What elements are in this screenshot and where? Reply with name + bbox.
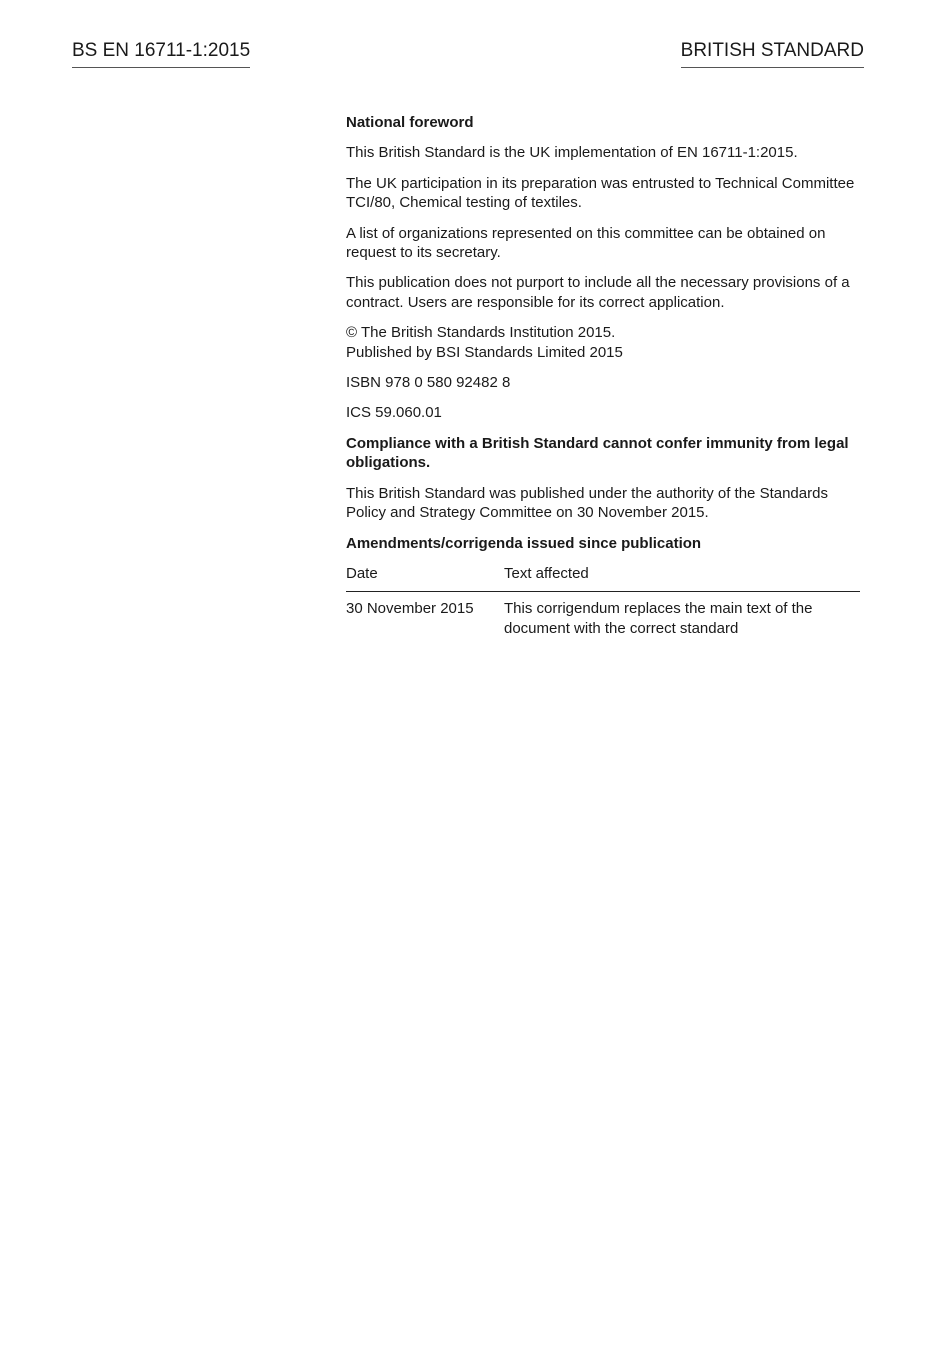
implementation-paragraph: This British Standard is the UK implementation of EN 16711-1:2015.: [346, 144, 798, 162]
copyright-block: [346, 323, 860, 362]
national-foreword-section: [346, 113, 860, 638]
document-type: BRITISH STANDARD: [681, 40, 864, 68]
copyright-line: © The British Standards Institution 2015.: [346, 324, 616, 342]
column-header-text-affected: Text affected: [504, 564, 860, 592]
amendment-text: This corrigendum replaces the main text of the document with the correct standard: [504, 600, 813, 637]
organizations-paragraph: A list of organizations represented on this committee can be obtained on request to its secretary.: [346, 224, 826, 262]
column-header-date: Date: [346, 564, 504, 592]
table-row: [346, 592, 860, 638]
amendments-header-row: [346, 564, 860, 592]
participation-paragraph: The UK participation in its preparation was entrusted to Technical Committee TCI/80, Chemical testing of textiles.: [346, 174, 855, 212]
amendments-title: Amendments/corrigenda issued since publication: [346, 534, 702, 552]
authority-paragraph: This British Standard was published under the authority of the Standards Policy and Strategy Committee on 30 November 2015.: [346, 484, 828, 522]
foreword-heading: National foreword: [346, 114, 474, 131]
document-number: BS EN 16711-1:2015: [72, 40, 250, 68]
amendment-date: 30 November 2015: [346, 600, 474, 618]
disclaimer-paragraph: This publication does not purport to include all the necessary provisions of a contract. Users are responsible for its correct application.: [346, 274, 850, 311]
ics-code: ICS 59.060.01: [346, 404, 442, 422]
amendments-table: [346, 564, 860, 638]
publisher-line: Published by BSI Standards Limited 2015: [346, 343, 623, 361]
compliance-statement: Compliance with a British Standard cannot confer immunity from legal obligations.: [346, 434, 849, 472]
isbn: ISBN 978 0 580 92482 8: [346, 374, 511, 392]
